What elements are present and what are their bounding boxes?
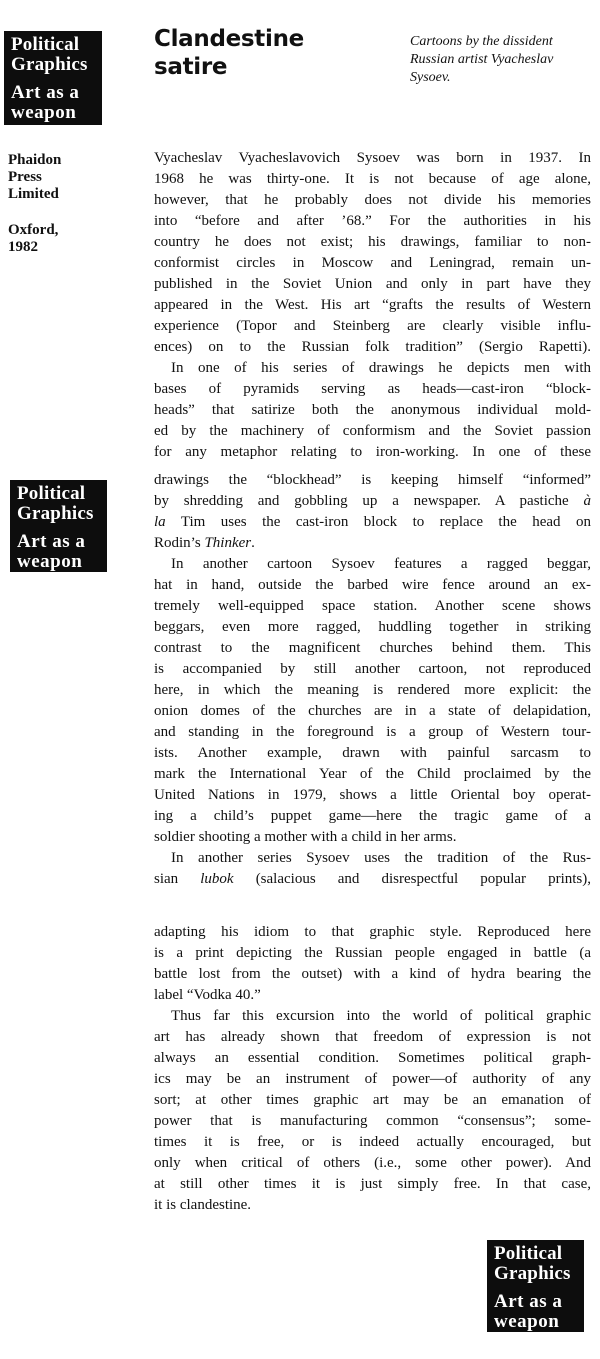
- text-line: beggars, even more ragged, huddling together in striking: [154, 619, 591, 635]
- publisher-place-year: [8, 222, 118, 256]
- text-run: sian: [154, 871, 179, 887]
- text-line: battle lost from the outset) with a kind of hydra bearing the: [154, 966, 591, 982]
- logo-line-weapon: weapon: [494, 1311, 560, 1332]
- body-section-3: [154, 922, 591, 1216]
- logo-line-political: Political: [11, 34, 80, 55]
- text-line: into “before and after ’68.” For the authorities in his: [154, 213, 591, 229]
- text-line: In another cartoon Sysoev features a ragged beggar,: [171, 556, 591, 572]
- text-line: experience (Topor and Steinberg are clearly visible influ-: [154, 318, 591, 334]
- paragraph: [154, 848, 591, 890]
- italic-text: à: [583, 493, 591, 509]
- text-run: (salacious and disrespectful popular prints),: [255, 871, 592, 887]
- text-line: art has already shown that freedom of expression is not: [154, 1029, 591, 1045]
- paragraph: [154, 554, 591, 848]
- article-subtitle-line: Russian artist Vyacheslav: [410, 52, 554, 67]
- italic-text: la: [154, 514, 166, 530]
- text-run: Rodin’s: [154, 535, 201, 551]
- text-line: power that is manufacturing common “consensus”; some-: [154, 1113, 591, 1129]
- body-section-1: [154, 148, 591, 463]
- logo-line-weapon: weapon: [17, 551, 83, 572]
- text-line: and standing in the foreground is a group of Western tour-: [154, 724, 591, 740]
- text-line: for any metaphor relating to iron-working. In one of these: [154, 444, 591, 460]
- text-line: In one of his series of drawings he depicts men with: [171, 360, 591, 376]
- text-line: ences) on to the Russian folk tradition” (Sergio Rapetti).: [154, 339, 591, 355]
- text-line: always an essential condition. Sometimes political graph-: [154, 1050, 591, 1066]
- text-line: bases of pyramids serving as heads—cast-iron “block-: [154, 381, 591, 397]
- logo-line-graphics: Graphics: [17, 503, 94, 524]
- paragraph: [154, 358, 591, 463]
- text-line: however, that he probably does not divide his memories: [154, 192, 591, 208]
- text-line: only when critical of others (i.e., some other power). And: [154, 1155, 591, 1171]
- text-line: onion domes of the churches are in a state of delapidation,: [154, 703, 591, 719]
- book-logo-middle: [10, 480, 107, 572]
- paragraph: [154, 922, 591, 1006]
- text-line: Vyacheslav Vyacheslavovich Sysoev was born in 1937. In: [154, 150, 591, 166]
- text-line: Thus far this excursion into the world of political graphic: [171, 1008, 591, 1024]
- logo-line-weapon: weapon: [11, 102, 77, 123]
- text-line: adapting his idiom to that graphic style. Reproduced here: [154, 924, 591, 940]
- text-line: conformist circles in Moscow and Leningrad, remain un-: [154, 255, 591, 271]
- publisher-name-line: Press: [8, 169, 42, 185]
- article-subtitle: [410, 33, 590, 87]
- text-line: mark the International Year of the Child proclaimed by the: [154, 766, 591, 782]
- article-title-line: Clandestine: [154, 26, 304, 52]
- body-section-2: [154, 470, 591, 890]
- publisher-name-line: Phaidon: [8, 152, 62, 168]
- text-run: by shredding and gobbling up a newspaper. A pastiche: [154, 493, 569, 509]
- text-line: soldier shooting a mother with a child in her arms.: [154, 829, 457, 845]
- publisher-place: Oxford,: [8, 222, 59, 238]
- publisher-name: [8, 152, 118, 203]
- text-line: ed by the machinery of conformism and the Soviet passion: [154, 423, 591, 439]
- text-run: .: [251, 535, 255, 551]
- logo-line-art: Art as a: [11, 82, 80, 103]
- text-line: label “Vodka 40.”: [154, 987, 261, 1003]
- text-line: heads” that satirize both the anonymous individual mold-: [154, 402, 591, 418]
- paragraph: [154, 1006, 591, 1216]
- text-line: ists. Another example, drawn with painful sarcasm to: [154, 745, 591, 761]
- logo-line-political: Political: [17, 483, 86, 504]
- publisher-name-line: Limited: [8, 186, 59, 202]
- logo-line-art: Art as a: [494, 1291, 563, 1312]
- text-line: ics may be an instrument of power—of authority of any: [154, 1071, 591, 1087]
- book-logo-bottom: [487, 1240, 584, 1332]
- article-title: [154, 25, 374, 81]
- text-line: here, in which the meaning is rendered more explicit: the: [154, 682, 591, 698]
- text-line: appeared in the West. His art “grafts the results of Western: [154, 297, 591, 313]
- text-line: [154, 491, 591, 512]
- text-line: ing a child’s puppet game—here the tragic game of a: [154, 808, 591, 824]
- text-line: is accompanied by still another cartoon, not reproduced: [154, 661, 591, 677]
- text-line: times it is free, or is indeed actually encouraged, but: [154, 1134, 591, 1150]
- text-line: is a print depicting the Russian people engaged in battle (a: [154, 945, 591, 961]
- article-title-line: satire: [154, 54, 228, 80]
- italic-text: lubok: [200, 871, 234, 887]
- text-line: tremely well-equipped space station. Another scene shows: [154, 598, 591, 614]
- publisher-year: 1982: [8, 239, 38, 255]
- book-logo-top: [4, 31, 102, 125]
- italic-text: Thinker: [204, 535, 252, 551]
- logo-line-graphics: Graphics: [494, 1263, 571, 1284]
- text-line: drawings the “blockhead” is keeping himself “informed”: [154, 472, 591, 488]
- logo-line-graphics: Graphics: [11, 54, 88, 75]
- logo-line-art: Art as a: [17, 531, 86, 552]
- text-line: [154, 869, 591, 890]
- text-line: 1968 he was thirty-one. It is not because of age alone,: [154, 171, 591, 187]
- text-line: it is clandestine.: [154, 1197, 252, 1213]
- text-line: published in the Soviet Union and only in part have they: [154, 276, 591, 292]
- text-line: at still other times it is just simply free. In that case,: [154, 1176, 591, 1192]
- article-subtitle-line: Sysoev.: [410, 70, 451, 85]
- text-line: United Nations in 1979, shows a little Oriental boy operat-: [154, 787, 591, 803]
- text-line: hat in hand, outside the barbed wire fence around an ex-: [154, 577, 591, 593]
- paragraph: [154, 470, 591, 554]
- text-line: sort; at other times graphic art may be an emanation of: [154, 1092, 591, 1108]
- text-line: [154, 533, 591, 554]
- text-line: [154, 512, 591, 533]
- text-run: Tim uses the cast-iron block to replace the head on: [180, 514, 591, 530]
- text-line: contrast to the magnificent churches behind them. This: [154, 640, 591, 656]
- text-line: In another series Sysoev uses the tradition of the Rus-: [171, 850, 591, 866]
- text-line: country he does not exist; his drawings, familiar to non-: [154, 234, 591, 250]
- logo-line-political: Political: [494, 1243, 563, 1264]
- article-subtitle-line: Cartoons by the dissident: [410, 34, 553, 49]
- paragraph: [154, 148, 591, 358]
